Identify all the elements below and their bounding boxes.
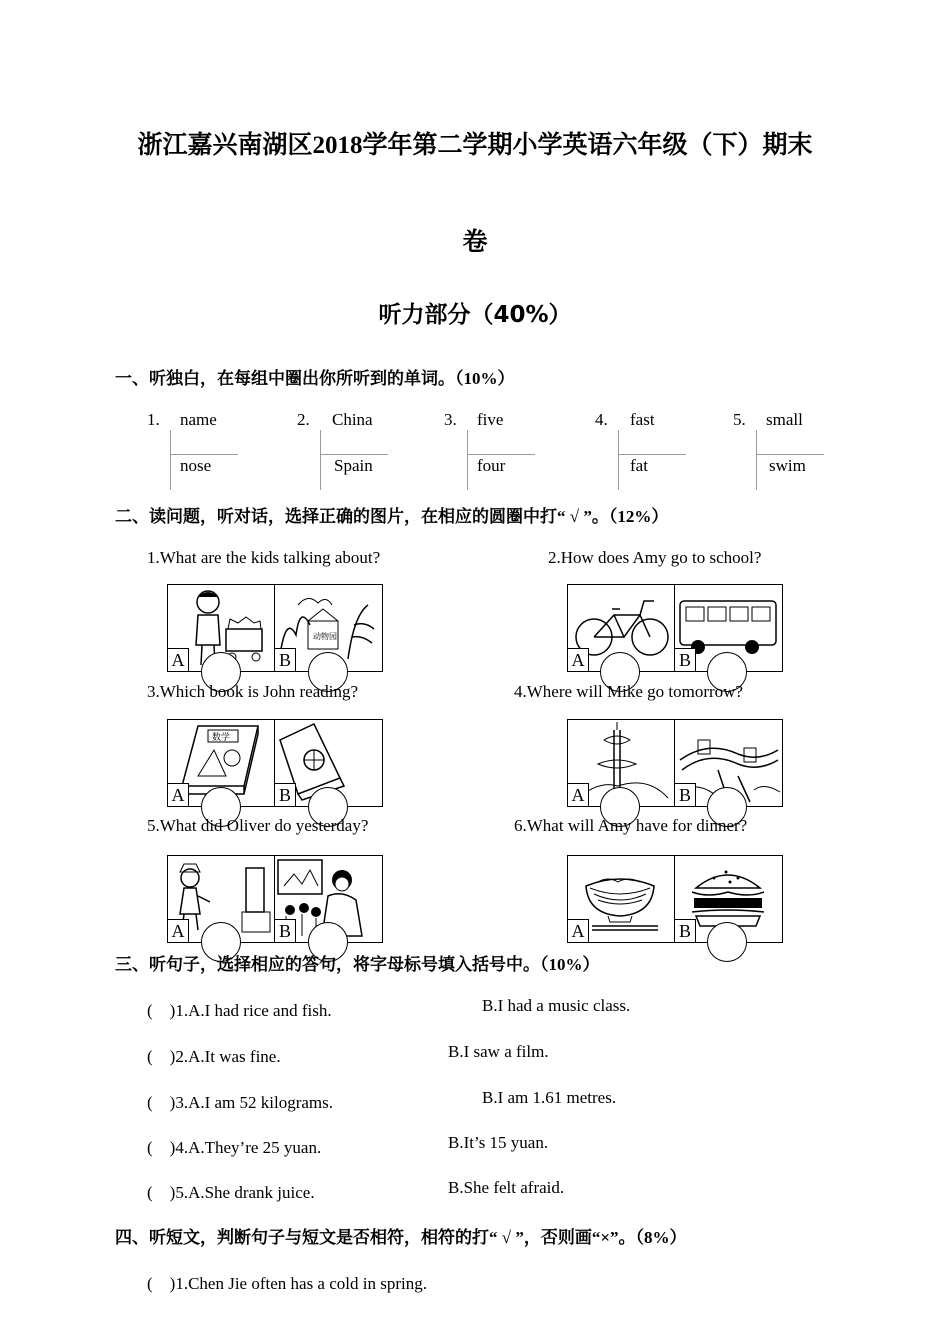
word-pair-5 [756, 412, 836, 482]
picture-box-q3 [167, 719, 383, 807]
question-6: 6.What will Amy have for dinner? [514, 816, 748, 835]
page-title: 浙江嘉兴南湖区2018学年第二学期小学英语六年级（下）期末 [137, 132, 813, 159]
option-a-label: A [167, 783, 189, 807]
book-title-math: 数学 [212, 733, 231, 743]
answer-row-1: ( )1.A.I had rice and fish. [147, 1001, 332, 1020]
word-option[interactable]: Spain [334, 456, 373, 475]
option-b-label: B [274, 919, 296, 943]
svg-text:动物园: 动物园 [313, 632, 337, 641]
word-pair-4 [618, 412, 698, 482]
item-number: 3. [444, 410, 457, 429]
option-b: B.I am 1.61 metres. [482, 1088, 617, 1107]
answer-row-3: ( )3.A.I am 52 kilograms. [147, 1093, 334, 1112]
question-4: 4.Where will Mike go tomorrow? [514, 682, 743, 701]
word-option[interactable]: nose [180, 456, 212, 475]
question-5: 5.What did Oliver do yesterday? [147, 816, 369, 835]
word-pair-1 [170, 412, 250, 482]
option-a-label: A [167, 648, 189, 672]
answer-row-5: ( )5.A.She drank juice. [147, 1183, 315, 1202]
question-3: 3.Which book is John reading? [147, 682, 359, 701]
page-title-continued: 卷 [462, 229, 488, 256]
option-a-label: A [567, 783, 589, 807]
section1-heading: 一、听独白，在每组中圈出你所听到的单词。（10%） [115, 369, 515, 388]
option-a-label: A [567, 648, 589, 672]
word-option[interactable]: fast [630, 410, 655, 429]
option-b: B.I had a music class. [482, 996, 631, 1015]
picture-box-q2 [567, 584, 783, 672]
option-b: B.I saw a film. [448, 1042, 549, 1061]
item-number: 2. [297, 410, 310, 429]
picture-box-q6 [567, 855, 783, 943]
word-option[interactable]: small [766, 410, 803, 429]
word-pair-2 [320, 412, 400, 482]
option-b: B.She felt afraid. [448, 1178, 565, 1197]
section2-heading: 二、读问题，听对话，选择正确的图片，在相应的圆圈中打“ √ ”。（12%） [115, 507, 669, 526]
item-number: 5. [733, 410, 746, 429]
section4-heading: 四、听短文，判断句子与短文是否相符，相符的打“ √ ”，否则画“×”。（8%） [115, 1228, 687, 1247]
option-a-label: A [567, 919, 589, 943]
word-option[interactable]: five [477, 410, 504, 429]
word-pair-3 [467, 412, 547, 482]
word-option[interactable]: four [477, 456, 506, 475]
listening-part-title: 听力部分（40%） [378, 302, 572, 328]
option-b-label: B [674, 783, 696, 807]
answer-row-4: ( )4.A.They’re 25 yuan. [147, 1138, 322, 1157]
word-option[interactable]: fat [630, 456, 648, 475]
option-a-label: A [167, 919, 189, 943]
item-number: 1. [147, 410, 160, 429]
word-option[interactable]: China [332, 410, 373, 429]
section3-heading: 三、听句子，选择相应的答句，将字母标号填入括号中。（10%） [115, 955, 600, 974]
answer-row-2: ( )2.A.It was fine. [147, 1047, 281, 1066]
picture-box-q1 [167, 584, 383, 672]
picture-box-q5 [167, 855, 383, 943]
word-option[interactable]: name [180, 410, 217, 429]
option-b-label: B [674, 919, 696, 943]
picture-box-q4 [567, 719, 783, 807]
option-b-label: B [674, 648, 696, 672]
question-1: 1.What are the kids talking about? [147, 548, 381, 567]
judgement-row-1: ( )1.Chen Jie often has a cold in spring. [147, 1274, 427, 1293]
option-b-label: B [274, 783, 296, 807]
option-b: B.It’s 15 yuan. [448, 1133, 549, 1152]
answer-circle-q6-b[interactable] [707, 922, 747, 962]
word-option[interactable]: swim [769, 456, 806, 475]
question-2: 2.How does Amy go to school? [548, 548, 762, 567]
item-number: 4. [595, 410, 608, 429]
option-b-label: B [274, 648, 296, 672]
